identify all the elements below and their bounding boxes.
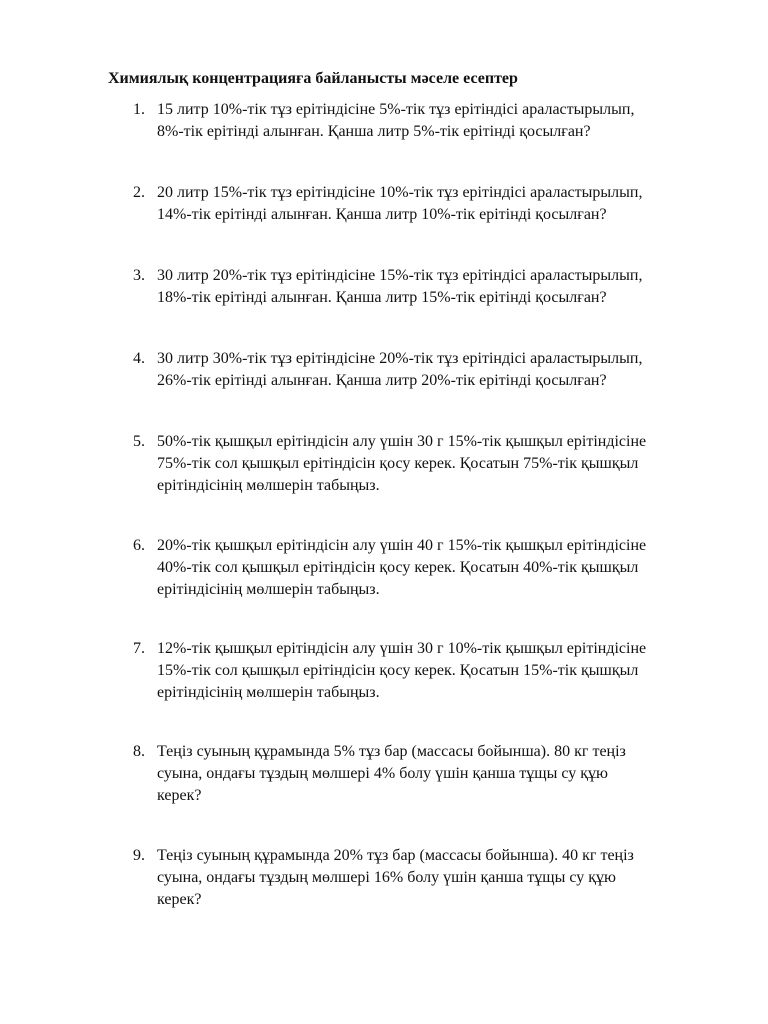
problem-line: 12%-тік қышқыл ерітіндісін алу үшін 30 г 10%-тік қышқыл ерітіндісіне: [157, 640, 647, 657]
problem-item-7: [133, 638, 733, 704]
problem-line: ерітіндісінің мөлшерін табыңыз.: [157, 477, 380, 494]
problem-number: 9.: [133, 847, 145, 864]
problem-text: [157, 535, 733, 601]
problem-text: [157, 845, 733, 911]
problem-text: [157, 265, 733, 309]
problem-number: 7.: [133, 640, 145, 657]
problem-text: [157, 182, 733, 226]
document-title: Химиялық концентрацияға байланысты мәселе есептер: [108, 70, 518, 87]
problem-line: 50%-тік қышқыл ерітіндісін алу үшін 30 г 15%-тік қышқыл ерітіндісіне: [157, 433, 647, 450]
problem-line: керек?: [157, 891, 202, 908]
problem-text: [157, 741, 733, 807]
problem-line: суына, ондағы тұздың мөлшері 16% болу үшін қанша тұщы су құю: [157, 869, 616, 886]
problem-number: 2.: [133, 184, 145, 201]
problem-line: 40%-тік сол қышқыл ерітіндісін қосу керек. Қосатын 40%-тік қышқыл: [157, 559, 639, 576]
problem-line: 8%-тік ерітінді алынған. Қанша литр 5%-тік ерітінді қосылған?: [157, 123, 591, 140]
problem-item-8: [133, 741, 733, 807]
problem-item-5: [133, 431, 733, 497]
problem-text: [157, 638, 733, 704]
problem-line: 30 литр 20%-тік тұз ерітіндісіне 15%-тік тұз ерітіндісі араластырылып,: [157, 267, 643, 284]
problem-line: 26%-тік ерітінді алынған. Қанша литр 20%-тік ерітінді қосылған?: [157, 372, 607, 389]
problem-line: Теңіз суының құрамында 5% тұз бар (массасы бойынша). 80 кг теңіз: [157, 743, 626, 760]
problem-line: 20 литр 15%-тік тұз ерітіндісіне 10%-тік тұз ерітіндісі араластырылып,: [157, 184, 643, 201]
problem-line: Теңіз суының құрамында 20% тұз бар (массасы бойынша). 40 кг теңіз: [157, 847, 634, 864]
problem-line: 20%-тік қышқыл ерітіндісін алу үшін 40 г 15%-тік қышқыл ерітіндісіне: [157, 537, 647, 554]
problem-line: 75%-тік сол қышқыл ерітіндісін қосу керек. Қосатын 75%-тік қышқыл: [157, 455, 639, 472]
problem-line: 14%-тік ерітінді алынған. Қанша литр 10%-тік ерітінді қосылған?: [157, 206, 607, 223]
problem-number: 5.: [133, 433, 145, 450]
problem-item-1: [133, 99, 733, 143]
problem-text: [157, 99, 733, 143]
problem-item-6: [133, 535, 733, 601]
problem-line: ерітіндісінің мөлшерін табыңыз.: [157, 684, 380, 701]
problem-text: [157, 348, 733, 392]
problem-line: керек?: [157, 787, 202, 804]
problem-text: [157, 431, 733, 497]
problem-line: 30 литр 30%-тік тұз ерітіндісіне 20%-тік тұз ерітіндісі араластырылып,: [157, 350, 643, 367]
problem-item-9: [133, 845, 733, 911]
problem-line: 18%-тік ерітінді алынған. Қанша литр 15%-тік ерітінді қосылған?: [157, 289, 607, 306]
problem-item-2: [133, 182, 733, 226]
problem-line: ерітіндісінің мөлшерін табыңыз.: [157, 581, 380, 598]
problem-line: 15 литр 10%-тік тұз ерітіндісіне 5%-тік тұз ерітіндісі араластырылып,: [157, 101, 635, 118]
problem-number: 4.: [133, 350, 145, 367]
problem-number: 6.: [133, 537, 145, 554]
problem-line: 15%-тік сол қышқыл ерітіндісін қосу керек. Қосатын 15%-тік қышқыл: [157, 662, 639, 679]
problem-number: 1.: [133, 101, 145, 118]
problem-number: 8.: [133, 743, 145, 760]
problem-number: 3.: [133, 267, 145, 284]
problem-item-4: [133, 348, 733, 392]
problem-item-3: [133, 265, 733, 309]
problem-line: суына, ондағы тұздың мөлшері 4% болу үшін қанша тұщы су құю: [157, 765, 608, 782]
